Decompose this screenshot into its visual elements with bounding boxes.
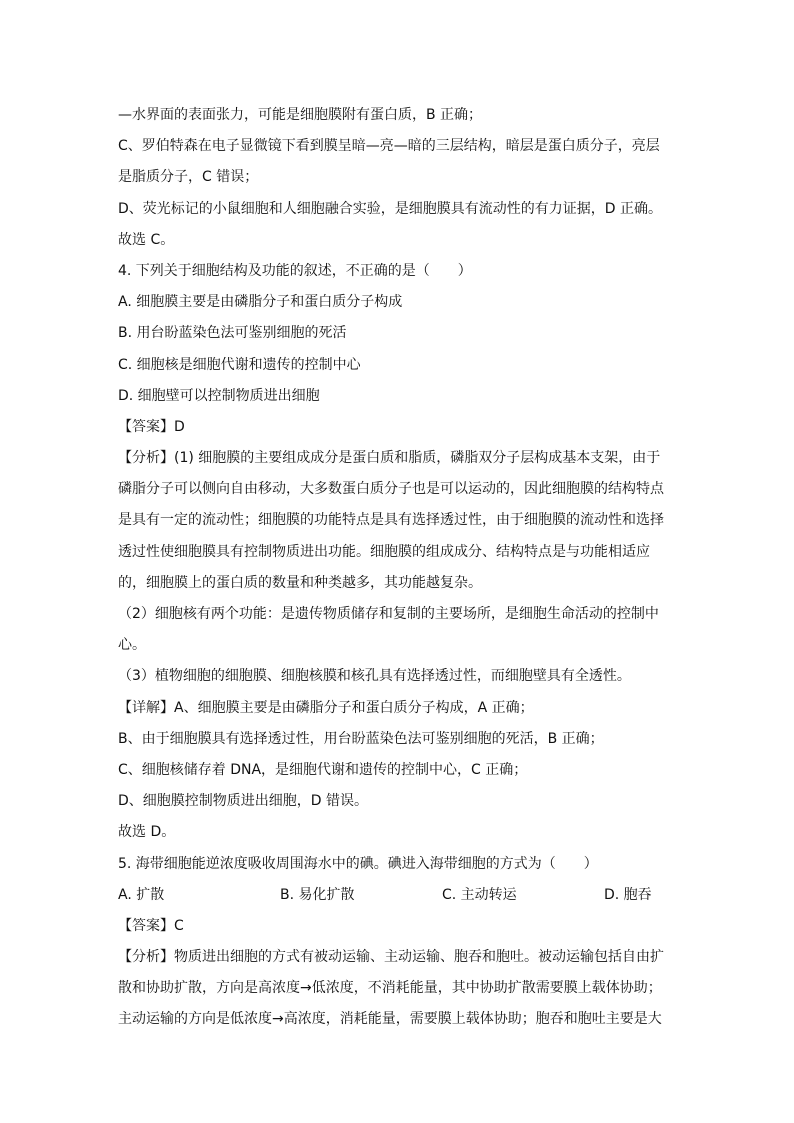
analysis-line: 是具有一定的流动性；细胞膜的功能特点是具有选择透过性，由于细胞膜的流动性和选择: [118, 512, 664, 529]
question-4-answer: 【答案】D: [118, 418, 185, 435]
question-4-option-c: C. 细胞核是细胞代谢和遗传的控制中心: [118, 356, 361, 373]
analysis-line: （2）细胞核有两个功能：是遗传物质储存和复制的主要场所，是细胞生命活动的控制中: [118, 606, 659, 622]
analysis-line: 【分析】物质进出细胞的方式有被动运输、主动运输、胞吞和胞吐。被动运输包括自由扩: [118, 949, 664, 966]
question-4-stem: 4. 下列关于细胞结构及功能的叙述，不正确的是（ ）: [118, 262, 472, 279]
analysis-line: 【分析】(1) 细胞膜的主要组成成分是蛋白质和脂质，磷脂双分子层构成基本支架，由于: [118, 450, 661, 467]
question-4-option-b: B. 用台盼蓝染色法可鉴别细胞的死活: [118, 325, 347, 342]
text-line: D、荧光标记的小鼠细胞和人细胞融合实验，是细胞膜具有流动性的有力证据，D 正确。: [118, 200, 663, 217]
explanation-line: 【详解】A、细胞膜主要是由磷脂分子和蛋白质分子构成，A 正确；: [118, 699, 534, 716]
text-line: 故选 C。: [118, 231, 175, 248]
explanation-line: D、细胞膜控制物质进出细胞，D 错误。: [118, 793, 369, 810]
document-body: [118, 104, 678, 1040]
question-5-answer: 【答案】C: [118, 917, 184, 934]
question-4-option-d: D. 细胞壁可以控制物质进出细胞: [118, 387, 320, 404]
analysis-line: 心。: [118, 637, 146, 654]
analysis-line: 主动运输的方向是低浓度→高浓度，消耗能量，需要膜上载体协助；胞吞和胞吐主要是大: [118, 1011, 662, 1028]
question-5-option-d: D. 胞吞: [604, 886, 652, 903]
question-5-option-c: C. 主动转运: [442, 886, 517, 903]
text-line: C、罗伯特森在电子显微镜下看到膜呈暗—亮—暗的三层结构，暗层是蛋白质分子，亮层: [118, 138, 660, 155]
conclusion-line: 故选 D。: [118, 824, 176, 841]
text-line: —水界面的表面张力，可能是细胞膜附有蛋白质，B 正确；: [118, 107, 483, 123]
analysis-line: 散和协助扩散，方向是高浓度→低浓度，不消耗能量，其中协助扩散需要膜上载体协助；: [118, 980, 662, 997]
analysis-line: 的，细胞膜上的蛋白质的数量和种类越多，其功能越复杂。: [118, 574, 482, 591]
question-5-stem: 5. 海带细胞能逆浓度吸收周围海水中的碘。碘进入海带细胞的方式为（ ）: [118, 855, 598, 872]
explanation-line: C、细胞核储存着 DNA，是细胞代谢和遗传的控制中心，C 正确；: [118, 761, 528, 778]
analysis-line: 透过性使细胞膜具有控制物质进出功能。细胞膜的组成成分、结构特点是与功能相适应: [118, 543, 650, 560]
question-4-option-a: A. 细胞膜主要是由磷脂分子和蛋白质分子构成: [118, 294, 403, 311]
analysis-line: （3）植物细胞的细胞膜、细胞核膜和核孔具有选择透过性，而细胞壁具有全透性。: [118, 668, 631, 685]
question-5-option-a: A. 扩散: [118, 886, 165, 903]
analysis-line: 磷脂分子可以侧向自由移动，大多数蛋白质分子也是可以运动的，因此细胞膜的结构特点: [118, 481, 664, 498]
explanation-line: B、由于细胞膜具有选择透过性，用台盼蓝染色法可鉴别细胞的死活，B 正确；: [118, 730, 604, 747]
text-line: 是脂质分子，C 错误；: [118, 169, 259, 186]
question-5-option-b: B. 易化扩散: [280, 886, 355, 903]
question-5-options: [118, 884, 678, 915]
